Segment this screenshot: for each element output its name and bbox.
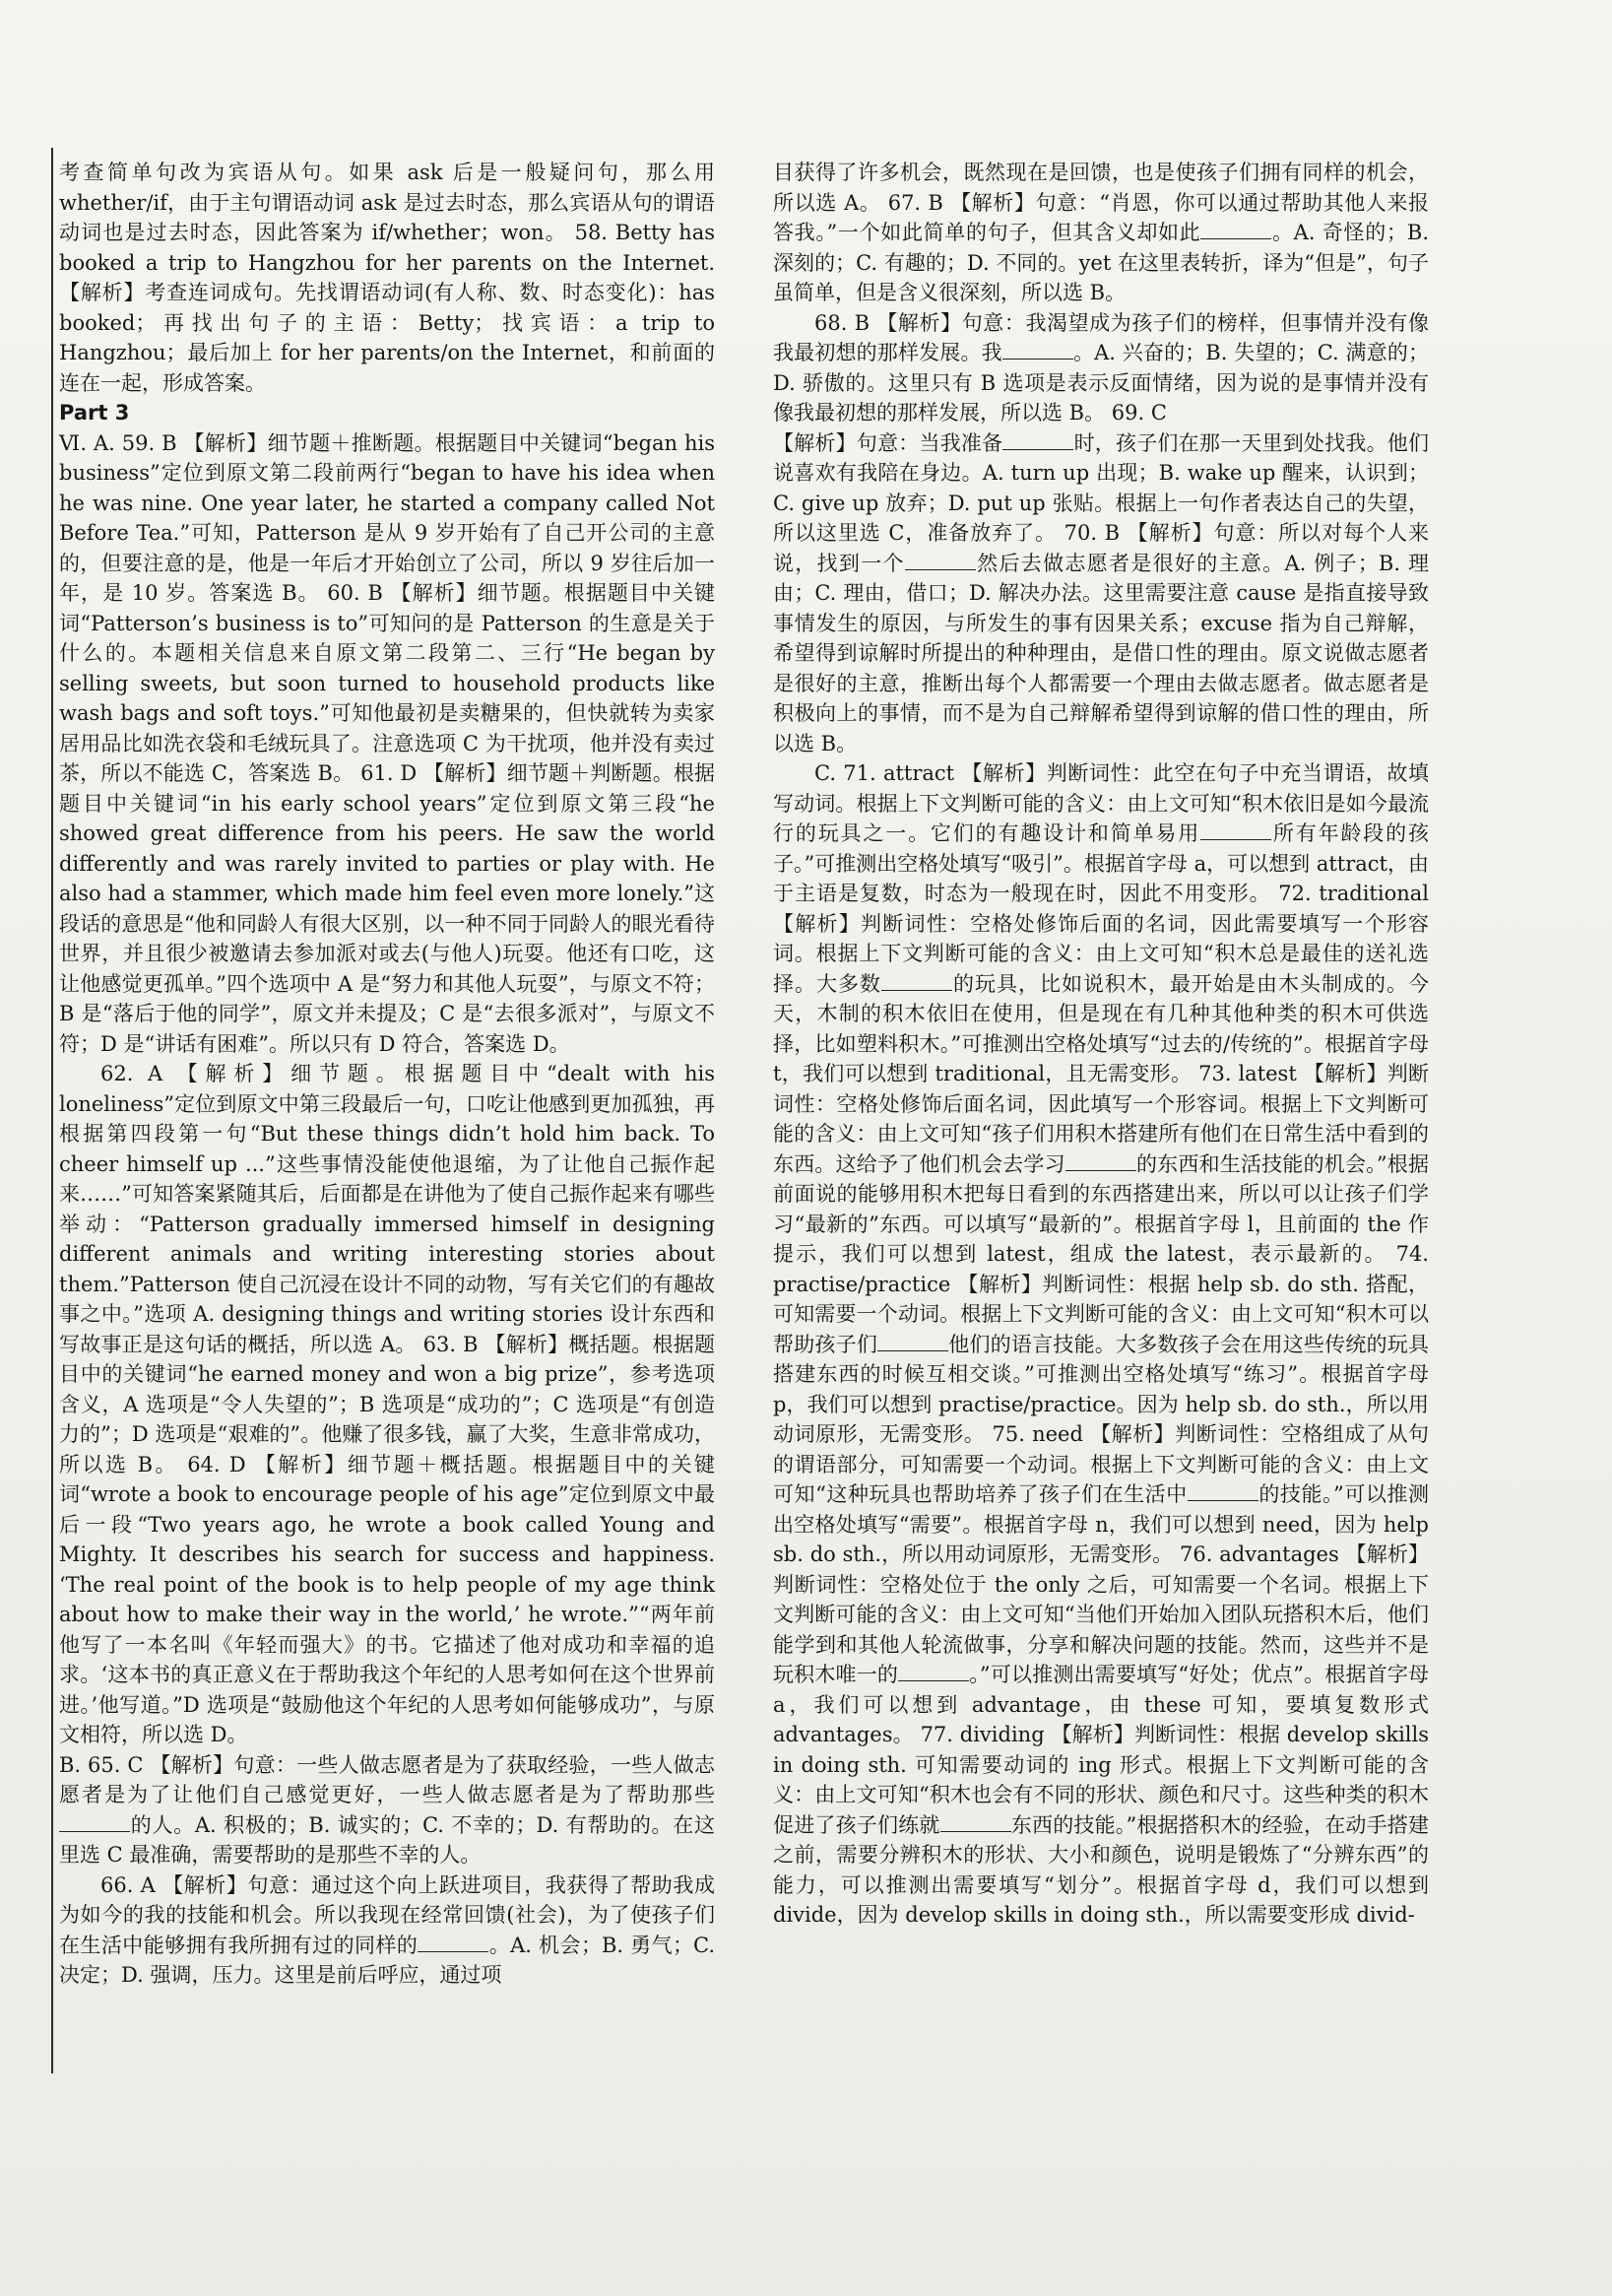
- fill-blank: [1002, 431, 1073, 450]
- answer-paragraph-66-67: [773, 158, 1429, 308]
- left-column: [59, 158, 715, 1991]
- text-segment: 时，孩子们在那一天里到处找我。他们说喜欢有我陪在身边。A. turn up 出现；B. wake up 醒来，认识到；C. give up 放弃；D. put up 张贴。根据上一句作者表达自己的失望，所以这里选 C，准备放弃了。 70. B 【解析】句意：所以对每个人来说，找到一个: [773, 430, 1430, 575]
- text-segment: 的人。A. 积极的；B. 诚实的；C. 不幸的；D. 有帮助的。在这里选 C 最准确，需要帮助的是那些不幸的人。: [59, 1812, 715, 1867]
- text-segment: 。A. 兴奋的；B. 失望的；C. 满意的；D. 骄傲的。这里只有 B 选项是表示反面情绪，因为说的是事情并没有像我最初想的那样发展，所以选 B。 69. C: [773, 341, 1430, 425]
- fill-blank: [940, 1813, 1011, 1832]
- fill-blank: [1002, 341, 1073, 360]
- text-segment: B. 65. C 【解析】句意：一些人做志愿者是为了获取经验，一些人做志愿者是为了让他们自己感觉更好，一些人做志愿者是为了帮助那些: [59, 1752, 715, 1806]
- answer-paragraph-62-64: 62. A 【解析】细节题。根据题目中“dealt with his loneliness”定位到原文中第三段最后一句，口吃让他感到更加孤独，再根据第四段第一句“But these things didn’t hold him back. To cheer himself up ...”这些事情没能使他退缩，为了让他自己振作起来……”可知答案紧随其后，后面都是在讲他为了使自己振作起来有哪些举动：“Patterson gradually immersed himself in designing different animals and writing interesting stories about them.”Patterson 使自己沉浸在设计不同的动物，写有关它们的有趣故事之中。”选项 A. designing things and writing stories 设计东西和写故事正是这句话的概括，所以选 A。 63. B 【解析】概括题。根据题目中的关键词“he earned money and won a big prize”，参考选项含义，A 选项是“令人失望的”；B 选项是“成功的”；C 选项是“有创造力的”；D 选项是“艰难的”。他赚了很多钱，赢了大奖，生意非常成功，所以选 B。 64. D 【解析】细节题＋概括题。根据题目中的关键词“wrote a book to encourage people of his age”定位到原文中最后一段“Two years ago, he wrote a book called Young and Mighty. It describes his search for success and happiness. ‘The real point of the book is to help people of my age think about how to make their way in the world,’ he wrote.”“两年前他写了一本名叫《年轻而强大》的书。它描述了他对成功和幸福的追求。‘这本书的真正意义在于帮助我这个年纪的人思考如何在这个世界前进。’他写道。”D 选项是“鼓励他这个年纪的人思考如何能够成功”，与原文相符，所以选 D。: [59, 1062, 715, 1746]
- part-heading: Part 3: [59, 401, 130, 425]
- fill-blank: [898, 1663, 969, 1681]
- text-segment: 东西的技能。”根据搭积木的经验，在动手搭建之前，需要分辨积木的形状、大小和颜色，说明是锻炼了“分辨东西”的能力，可以推测出需要填写“划分”。根据首字母 d，我们可以想到 divide，因为 develop skills in doing sth.，所以需要变形成 divid-: [773, 1812, 1430, 1927]
- margin-rule: [51, 148, 53, 2073]
- answer-paragraph-66: [59, 1870, 715, 1991]
- answer-paragraph-59-61: Ⅵ. A. 59. B 【解析】细节题＋推断题。根据题目中关键词“began his business”定位到原文第二段前两行“began to have his idea when he was nine. One year later, he started a company called Not Before Tea.”可知，Patterson 是从 9 岁开始有了自己开公司的主意的，但要注意的是，他是一年后才开始创立了公司，所以 9 岁往后加一年，是 10 岁。答案选 B。 60. B 【解析】细节题。根据题目中关键词“Patterson’s business is to”可知问的是 Patterson 的生意是关于什么的。本题相关信息来自原文第二段第二、三行“He began by selling sweets, but soon turned to household products like wash bags and soft toys.”可知他最初是卖糖果的，但快就转为卖家居用品比如洗衣袋和毛绒玩具了。注意选项 C 为干扰项，他并没有卖过茶，所以不能选 C，答案选 B。 61. D 【解析】细节题＋判断题。根据题目中关键词“in his early school years”定位到原文第三段“he showed great difference from his peers. He saw the world differently and was rarely invited to parties or play with. He also had a stammer, which made him feel even more lonely.”这段话的意思是“他和同龄人有很大区别，以一种不同于同龄人的眼光看待世界，并且很少被邀请去参加派对或去(与他人)玩耍。他还有口吃，这让他感觉更孤单。”四个选项中 A 是“努力和其他人玩耍”，与原文不符；B 是“落后于他的同学”，原文并未提及；C 是“去很多派对”，与原文不符；D 是“讲话有困难”。所以只有 D 符合，答案选 D。: [59, 430, 715, 1056]
- fill-blank: [59, 1813, 130, 1832]
- fill-blank: [881, 972, 952, 991]
- fill-blank: [1200, 821, 1271, 840]
- text-segment: C. 71. attract 【解析】判断词性：此空在句子中充当谓语，故填写动词。根据上下文判断可能的含义：由上文可知“积木依旧是如今最流行的玩具之一。它们的有趣设计和简单易用: [773, 761, 1429, 845]
- fill-blank: [905, 552, 976, 570]
- text-segment: 的东西和生活技能的机会。”根据前面说的能够用积木把每日看到的东西搭建出来，所以可以让孩子们学习“最新的”东西。可以填写“最新的”。根据首字母 l，且前面的 the 作提示，我们可以想到 latest，组成 the latest，表示最新的。 74. practise/practice 【解析】判断词性：根据 help sb. do sth. 搭配，可知需要一个动词。根据上下文判断可能的含义：由上文可知“积木可以帮助孩子们: [773, 1151, 1429, 1356]
- answer-paragraph-57-58: 考查简单句改为宾语从句。如果 ask 后是一般疑问句，那么用 whether/if，由于主句谓语动词 ask 是过去时态，那么宾语从句的谓语动词也是过去时态，因此答案为 if/whether；won。 58. Betty has booked a trip to Hangzhou for her parents on the Internet. 【解析】考查连词成句。先找谓语动词(有人称、数、时态变化)：has booked；再找出句子的主语：Betty；找宾语：a trip to Hangzhou；最后加上 for her parents/on the Internet，和前面的连在一起，形成答案。: [59, 161, 715, 395]
- text-segment: 他们的语言技能。大多数孩子会在用这些传统的玩具搭建东西的时候互相交谈。”可推测出空格处填写“练习”。根据首字母 p，我们可以想到 practise/practice。因为 help sb. do sth.，所以用动词原形，无需变形。 75. need 【解析】判断词性：空格组成了从句的谓语部分，可知需要一个动词。根据上下文判断可能的含义：由上文可知“这种玩具也帮助培养了孩子们在生活中: [773, 1332, 1430, 1506]
- fill-blank: [1188, 1482, 1258, 1501]
- text-segment: 目获得了许多机会，既然现在是回馈，也是使孩子们拥有同样的机会，所以选 A。 67. B 【解析】句意：“肖恩，你可以通过帮助其他人来报答我。”一个如此简单的句子，但其含义却如此: [773, 161, 1429, 244]
- text-segment: 所有年龄段的孩子。”可推测出空格处填写“吸引”。根据首字母 a，可以想到 attract，由于主语是复数，时态为一般现在时，因此不用变形。 72. traditional 【解析】判断词性：空格处修饰后面的名词，因此需要填写一个形容词。根据上下文判断可能的含义：由上文可知“积木总是最佳的送礼选择。大多数: [773, 821, 1430, 996]
- fill-blank: [1065, 1152, 1136, 1171]
- text-segment: 。”可以推测出需要填写“好处；优点”。根据首字母 a，我们可以想到 advantage，由 these 可知，要填复数形式 advantages。 77. dividing 【解析】判断词性：根据 develop skills in doing sth. 可知需要动词的 ing 形式。根据上下文判断可能的含义：由上文可知“积木也会有不同的形状、颜色和尺寸。这些种类的积木促进了孩子们练就: [773, 1663, 1429, 1837]
- text-segment: 66. A 【解析】句意：通过这个向上跃进项目，我获得了帮助我成为如今的我的技能和机会。所以我现在经常回馈(社会)，为了使孩子们在生活中能够拥有我所拥有过的同样的: [59, 1872, 715, 1957]
- text-segment: 【解析】句意：当我准备: [773, 430, 1003, 455]
- text-segment: 。A. 奇怪的；B. 深刻的；C. 有趣的；D. 不同的。yet 在这里表转折，译为“但是”，句子虽简单，但是含义很深刻，所以选 B。: [773, 221, 1429, 304]
- answer-paragraph-68: [773, 308, 1429, 428]
- fill-blank: [418, 1934, 488, 1952]
- text-segment: 。A. 机会；B. 勇气；C. 决定；D. 强调，压力。这里是前后呼应，通过项: [59, 1933, 715, 1987]
- answer-paragraph-65: [59, 1750, 715, 1870]
- text-segment: 然后去做志愿者是很好的主意。A. 例子；B. 理由；C. 理由，借口；D. 解决办法。这里需要注意 cause 是指直接导致事情发生的原因，与所发生的事有因果关系；excuse 指为自己辩解，希望得到谅解时所提出的种种理由，是借口性的理由。原文说做志愿者是很好的主意，推断出每个人都需要一个理由去做志愿者。做志愿者是积极向上的事情，而不是为自己辩解希望得到谅解的借口性的理由，所以选 B。: [773, 551, 1429, 755]
- right-column: [773, 158, 1429, 1931]
- answer-paragraph-71-77: [773, 758, 1429, 1931]
- text-segment: 的技能。”可以推测出空格处填写“需要”。根据首字母 n，我们可以想到 need，因为 help sb. do sth.，所以用动词原形，无需变形。 76. advantages 【解析】判断词性：空格处位于 the only 之后，可知需要一个名词。根据上下文判断可能的含义：由上文可知“当他们开始加入团队玩搭积木后，他们能学到和其他人轮流做事，分享和解决问题的技能。然而，这些并不是玩积木唯一的: [773, 1482, 1429, 1686]
- text-segment: 68. B 【解析】句意：我渴望成为孩子们的榜样，但事情并没有像我最初想的那样发展。我: [773, 310, 1429, 364]
- fill-blank: [877, 1333, 948, 1351]
- fill-blank: [1200, 221, 1271, 239]
- text-segment: 的玩具，比如说积木，最开始是由木头制成的。今天，木制的积木依旧在使用，但是现在有几种其他种类的积木可供选择，比如塑料积木。”可推测出空格处填写“过去的/传统的”。根据首字母 t，我们可以想到 traditional，且无需变形。 73. latest 【解析】判断词性：空格处修饰后面名词，因此填写一个形容词。根据上下文判断可能的含义：由上文可知“孩子们用积木搭建所有他们在日常生活中看到的东西。这给予了他们机会去学习: [773, 971, 1429, 1176]
- answer-paragraph-69-70: [773, 428, 1429, 759]
